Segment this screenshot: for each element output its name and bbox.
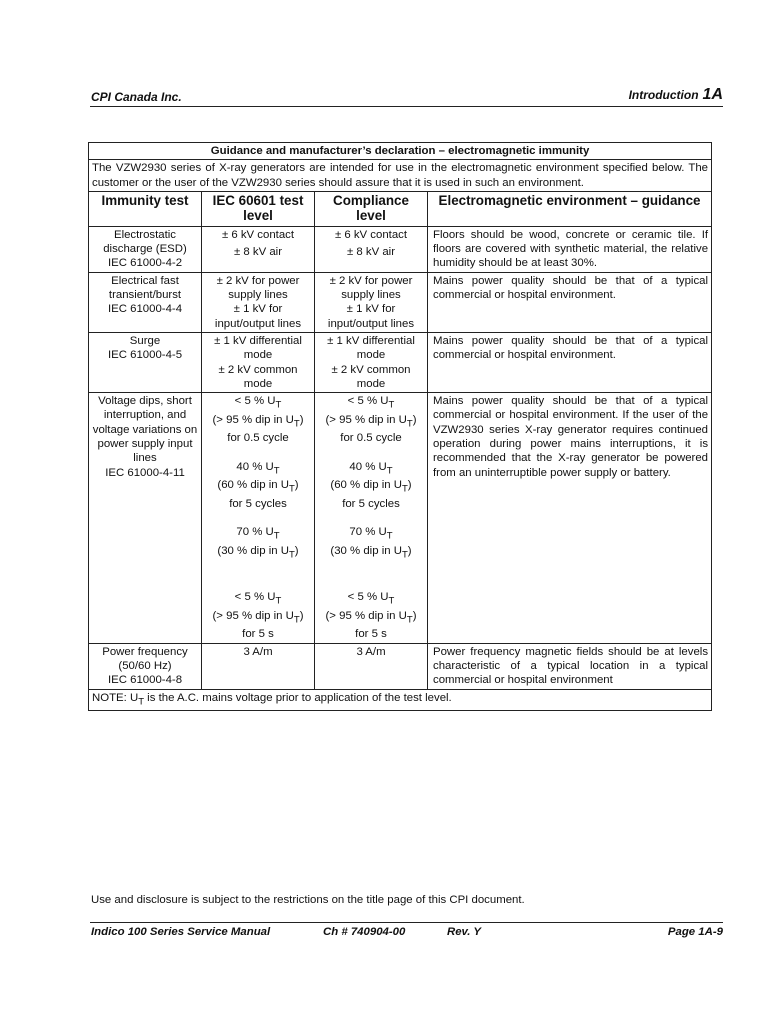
test-cell: [89, 332, 202, 392]
level-cell: [202, 332, 315, 392]
level-line: for 5 s: [242, 628, 274, 641]
compliance-line: (30 % dip in $U_T$): [330, 544, 412, 560]
test-standard: IEC 61000-4-8: [107, 674, 183, 687]
test-standard: IEC 61000-4-11: [105, 466, 185, 479]
level-line: for 0.5 cycle: [227, 432, 289, 445]
page-footer: [90, 922, 723, 939]
level-line: 70 % $U_T$: [236, 526, 280, 542]
test-standard: IEC 61000-4-2: [107, 257, 183, 270]
compliance-line: ± 6 kV contact: [334, 228, 408, 241]
compliance-line: ± 1 kV differential mode: [327, 334, 415, 362]
level-line: (> 95 % dip in $U_T$): [212, 413, 304, 430]
table-header-row: [89, 191, 712, 226]
company-name: CPI Canada Inc.: [91, 90, 182, 104]
page-number: Page 1A-9: [667, 926, 723, 938]
emc-immunity-table: [88, 142, 712, 711]
table-row: [89, 393, 712, 644]
compliance-cell: [315, 272, 428, 332]
guidance-cell: Mains power quality should be that of a typical commercial or hospital environment.: [428, 332, 712, 392]
level-line: 40 % $U_T$: [236, 460, 280, 476]
guidance-cell: Mains power quality should be that of a typical commercial or hospital environment.: [428, 272, 712, 332]
table-row: [89, 272, 712, 332]
table-note: NOTE: $U_T$ is the A.C. mains voltage prior to application of the test level.: [89, 689, 712, 711]
compliance-line: < 5 % $U_T$: [347, 395, 395, 411]
level-line: ± 8 kV air: [233, 246, 283, 259]
compliance-line: ± 8 kV air: [346, 246, 396, 259]
table-row: [89, 332, 712, 392]
test-name: Voltage dips, short interruption, and voltage variations on power supply input lines: [92, 395, 198, 465]
level-line: for 5 cycles: [229, 497, 287, 510]
test-cell: [89, 643, 202, 689]
compliance-line: (60 % dip in $U_T$): [330, 479, 412, 495]
level-cell: [202, 226, 315, 272]
level-line: < 5 % $U_T$: [234, 395, 282, 411]
guidance-cell: Power frequency magnetic fields should be at levels characteristic of a typical location in a typical commercial or hospital environment: [428, 643, 712, 689]
section-title: Introduction: [628, 88, 699, 102]
level-line: < 5 % $U_T$: [234, 591, 282, 607]
compliance-cell: [315, 393, 428, 644]
guidance-cell: Floors should be wood, concrete or ceramic tile. If floors are covered with synthetic material, the relative humidity should be at least 30%.: [428, 226, 712, 272]
test-standard: IEC 61000-4-4: [107, 303, 183, 316]
table-row: [89, 643, 712, 689]
section-number: 1A: [702, 86, 723, 103]
table-intro: The VZW2930 series of X-ray generators are intended for use in the electromagnetic environment specified below. The customer or the user of the VZW2930 series should assure that it is used in such an environment.: [89, 160, 712, 192]
level-line: ± 6 kV contact: [221, 228, 295, 241]
compliance-cell: [315, 332, 428, 392]
test-name: Power frequency (50/60 Hz): [102, 645, 188, 672]
compliance-cell: [315, 226, 428, 272]
level-line: (> 95 % dip in $U_T$): [212, 609, 304, 626]
table-title: Guidance and manufacturer’s declaration – electromagnetic immunity: [89, 143, 712, 160]
chapter-number: Ch # 740904-00: [323, 926, 406, 938]
col-header-test-level: IEC 60601 test level: [202, 191, 315, 226]
level-cell: [202, 272, 315, 332]
manual-title: Indico 100 Series Service Manual: [91, 926, 271, 938]
test-name: Surge: [129, 334, 161, 347]
revision: Rev. Y: [447, 926, 481, 938]
compliance-line: ± 2 kV for power supply lines: [329, 274, 413, 302]
test-name: Electrostatic discharge (ESD): [103, 228, 187, 256]
section-heading: [629, 86, 723, 104]
disclosure-text: Use and disclosure is subject to the restrictions on the title page of this CPI document.: [91, 894, 525, 906]
compliance-line: ± 1 kV for input/output lines: [327, 303, 415, 330]
compliance-line: ± 2 kV common mode: [331, 363, 411, 390]
level-line: ± 2 kV common mode: [218, 363, 298, 390]
level-line: (30 % dip in $U_T$): [217, 544, 299, 560]
test-name: Electrical fast transient/burst: [108, 274, 182, 302]
test-cell: [89, 226, 202, 272]
level-cell: [202, 393, 315, 644]
compliance-line: (> 95 % dip in $U_T$): [325, 413, 417, 430]
level-cell: 3 A/m: [202, 643, 315, 689]
test-standard: IEC 61000-4-5: [107, 349, 183, 362]
compliance-line: for 0.5 cycle: [340, 432, 402, 445]
compliance-line: < 5 % $U_T$: [347, 591, 395, 607]
level-line: ± 1 kV differential mode: [214, 334, 302, 362]
test-cell: [89, 393, 202, 644]
level-line: (60 % dip in $U_T$): [217, 479, 299, 495]
page-header: [90, 88, 723, 107]
col-header-guidance: Electromagnetic environment – guidance: [428, 191, 712, 226]
col-header-compliance-level: Compliance level: [315, 191, 428, 226]
compliance-cell: 3 A/m: [315, 643, 428, 689]
guidance-cell: Mains power quality should be that of a typical commercial or hospital environment. If the user of the VZW2930 series X-ray generator requires continued operation during power mains interruptions, it is recommended that the X-ray generator be powered from an uninterruptible power supply or battery.: [428, 393, 712, 644]
col-header-immunity-test: Immunity test: [89, 191, 202, 226]
table-row: [89, 226, 712, 272]
level-line: ± 2 kV for power supply lines: [216, 274, 300, 302]
compliance-line: 40 % $U_T$: [349, 460, 393, 476]
compliance-line: for 5 cycles: [342, 497, 400, 510]
compliance-line: for 5 s: [355, 628, 387, 641]
test-cell: [89, 272, 202, 332]
compliance-line: (> 95 % dip in $U_T$): [325, 609, 417, 626]
compliance-line: 70 % $U_T$: [349, 526, 393, 542]
level-line: ± 1 kV for input/output lines: [214, 303, 302, 330]
